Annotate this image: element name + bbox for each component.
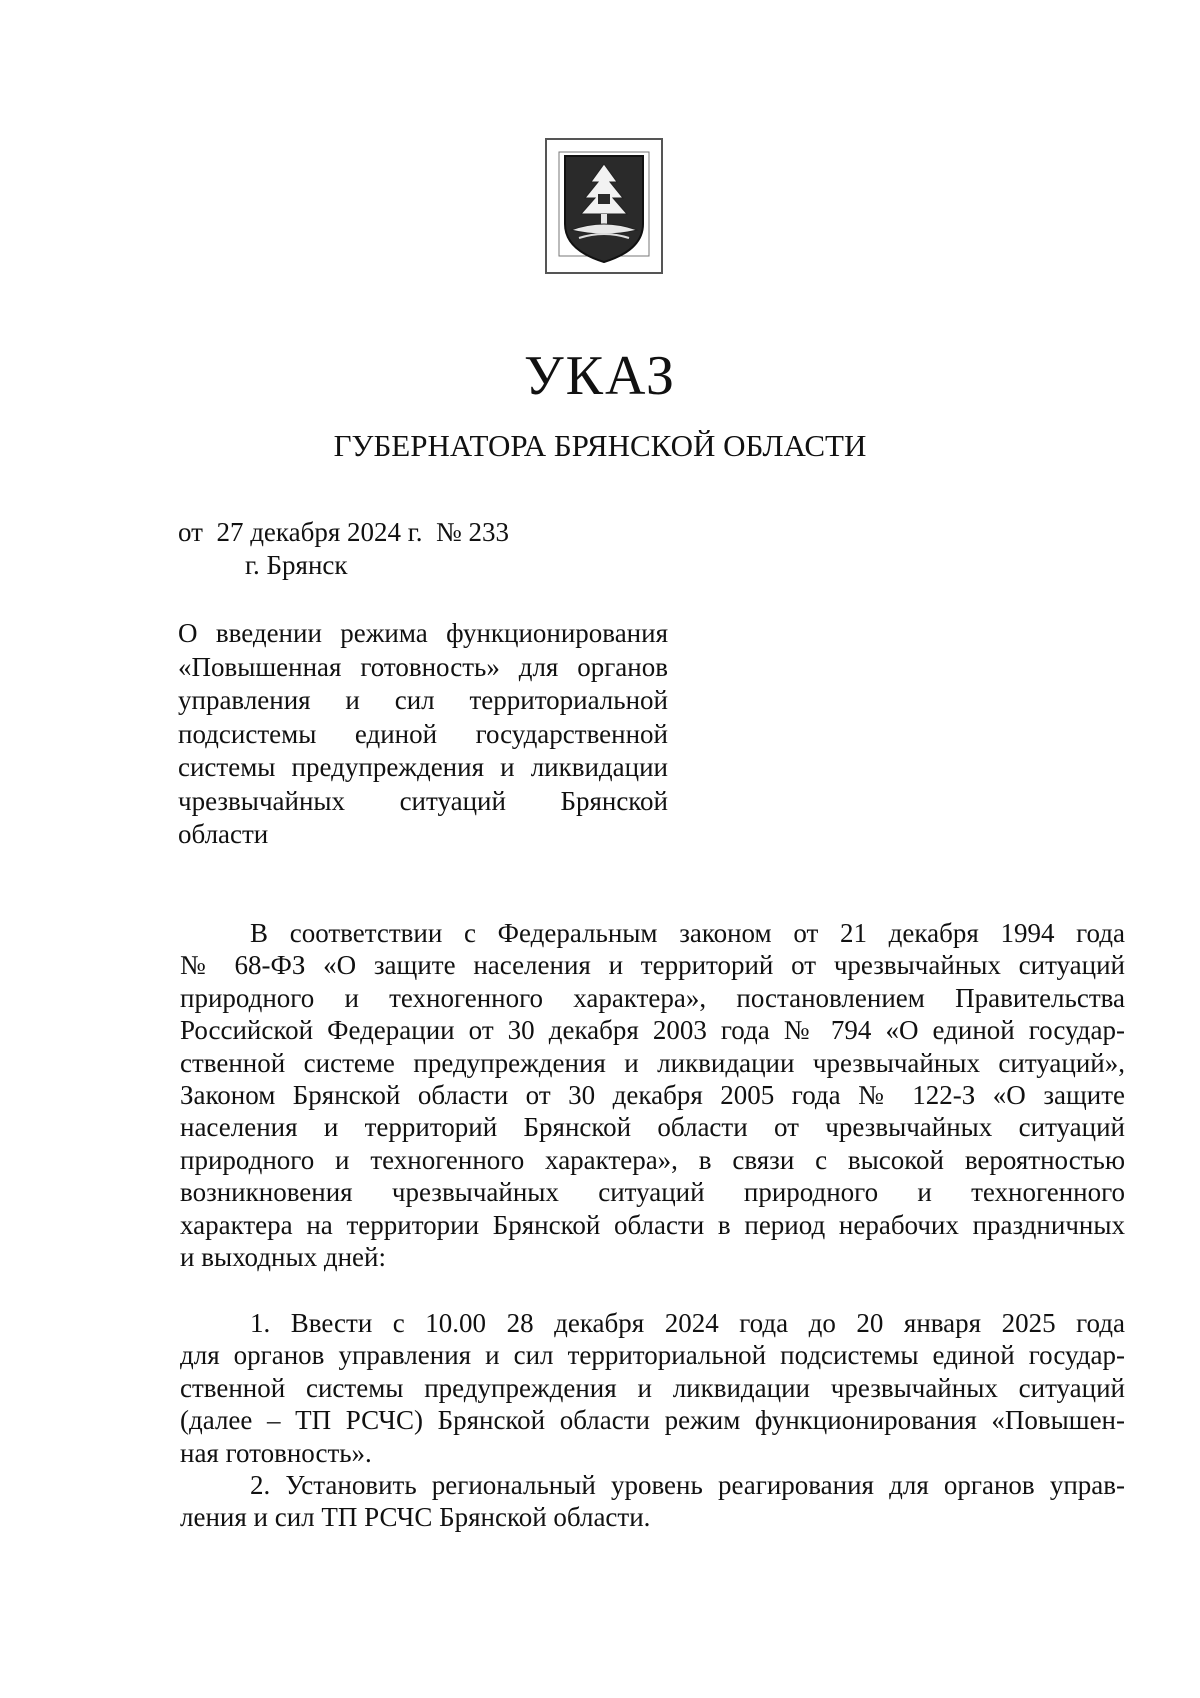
paragraph-line: и выходных дней: (180, 1242, 386, 1273)
paragraph-line: 2. Установить региональный уровень реагирования для органов управ- (250, 1470, 1125, 1500)
paragraph-line: возникновения чрезвычайных ситуаций природного и техногенного (180, 1177, 1125, 1208)
heading-line: подсистемы единой государственной (178, 718, 668, 749)
paragraph-line: № 68-ФЗ «О защите населения и территорий от чрезвычайных ситуаций (180, 950, 1125, 981)
document-heading (178, 617, 668, 852)
document-city: г. Брянск (245, 550, 348, 580)
paragraph-line: характера на территории Брянской области в период нерабочих праздничных (180, 1209, 1125, 1240)
heading-line: управления и сил территориальной (178, 685, 668, 715)
coat-of-arms-icon (545, 138, 663, 274)
document-title: УКАЗ (523, 345, 677, 407)
paragraph-line: населения и территорий Брянской области от чрезвычайных ситуаций (180, 1112, 1125, 1143)
paragraph-line: (далее – ТП РСЧС) Брянской области режим функционирования «Повышен- (180, 1405, 1125, 1436)
paragraph-line: ления и сил ТП РСЧС Брянской области. (180, 1502, 651, 1533)
paragraph-line: для органов управления и сил территориальной подсистемы единой государ- (180, 1340, 1125, 1371)
item-2-paragraph (180, 1469, 1125, 1534)
paragraph-line: В соответствии с Федеральным законом от 21 декабря 1994 года (250, 918, 1125, 948)
heading-line: системы предупреждения и ликвидации (178, 752, 668, 782)
document-date-number: от 27 декабря 2024 г. № 233 (178, 517, 510, 547)
paragraph-line: ственной системы предупреждения и ликвидации чрезвычайных ситуаций (180, 1372, 1125, 1403)
heading-line: О введении режима функционирования (178, 618, 668, 648)
paragraph-line: Законом Брянской области от 30 декабря 2005 года № 122-З «О защите (180, 1080, 1125, 1111)
paragraph-line: ственной системе предупреждения и ликвидации чрезвычайных ситуаций», (180, 1047, 1125, 1078)
paragraph-line: природного и техногенного характера», постановлением Правительства (180, 982, 1125, 1013)
paragraph-line: ная готовность». (180, 1437, 372, 1468)
paragraph-line: Российской Федерации от 30 декабря 2003 года № 794 «О единой государ- (180, 1015, 1125, 1046)
item-1-paragraph (180, 1307, 1125, 1469)
document-subtitle: ГУБЕРНАТОРА БРЯНСКОЙ ОБЛАСТИ (333, 428, 867, 463)
heading-line: чрезвычайных ситуаций Брянской (178, 785, 668, 816)
preamble-paragraph (180, 917, 1125, 1273)
heading-line: области (178, 819, 269, 849)
paragraph-line: природного и техногенного характера», в связи с высокой вероятностью (180, 1144, 1125, 1175)
paragraph-line: 1. Ввести с 10.00 28 декабря 2024 года до 20 января 2025 года (250, 1308, 1125, 1338)
heading-line: «Повышенная готовность» для органов (178, 651, 668, 682)
